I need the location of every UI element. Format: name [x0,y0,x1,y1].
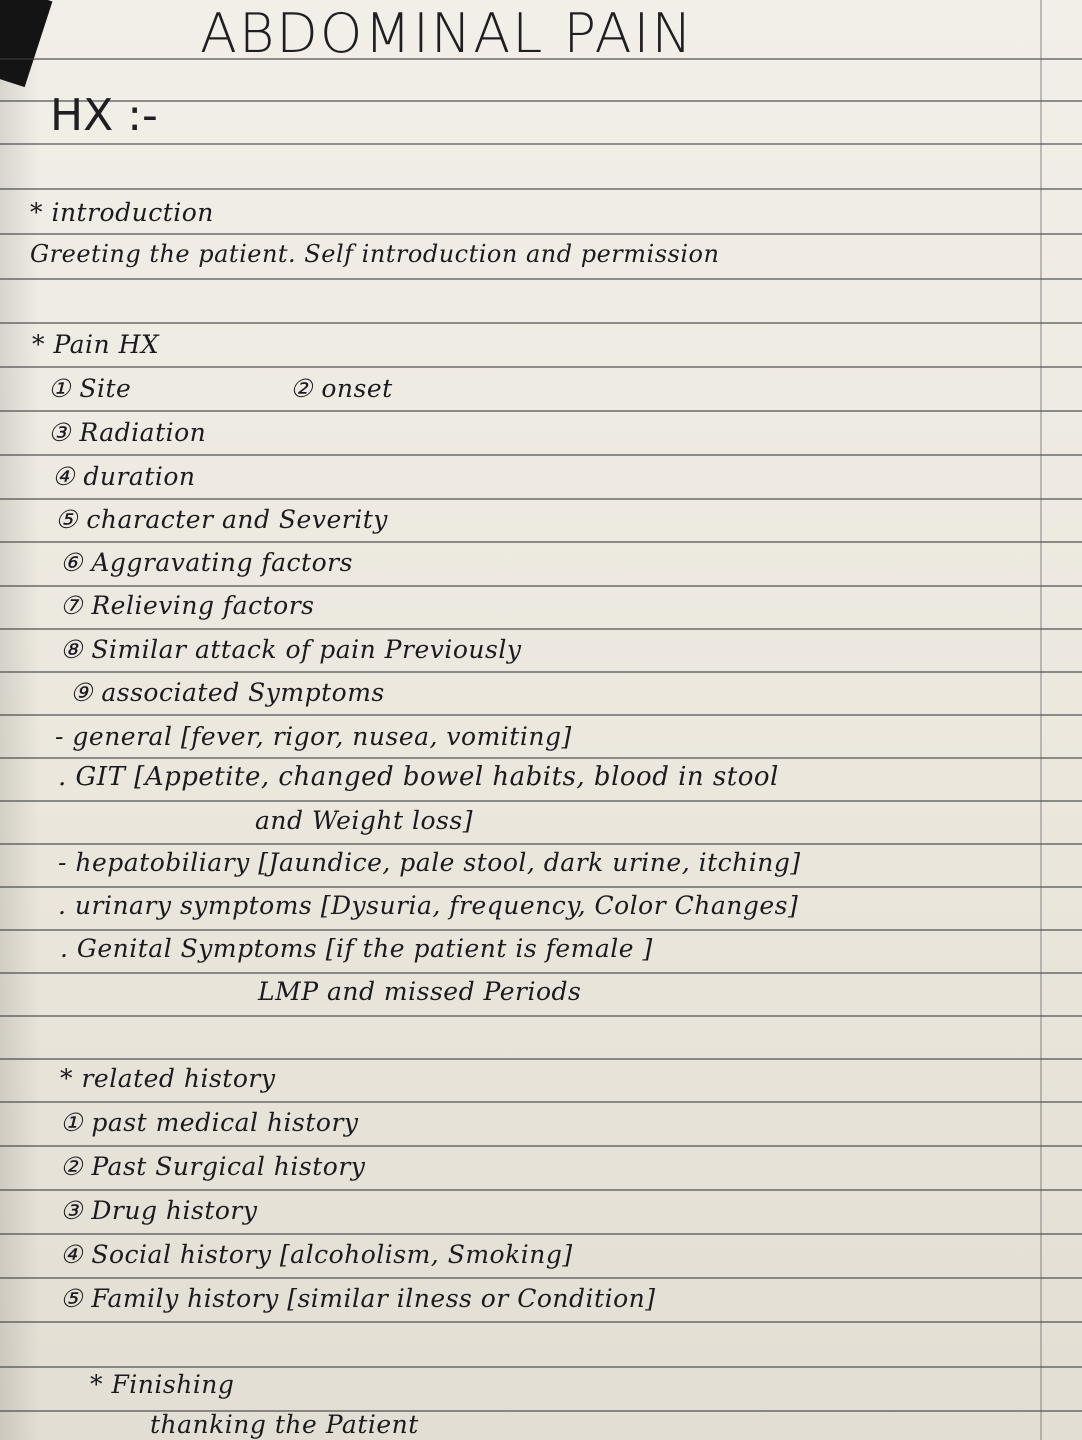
history-past-medical: ① past medical history [60,1108,359,1137]
history-social: ④ Social history [alcoholism, Smoking] [60,1240,573,1269]
pain-item-character: ⑤ character and Severity [55,505,388,534]
ruled-line [0,585,1082,587]
history-past-surgical: ② Past Surgical history [60,1152,366,1181]
ruled-line [0,1015,1082,1017]
ruled-line [0,1189,1082,1191]
ruled-line [0,886,1082,888]
pain-item-radiation: ③ Radiation [48,418,207,447]
pain-hx-heading: * Pain HX [32,330,160,359]
pain-item-onset: ② onset [290,374,393,403]
symptoms-genital: . Genital Symptoms [if the patient is female ] [60,934,653,963]
ruled-line [0,366,1082,368]
ruled-line [0,143,1082,145]
page-corner-shadow [0,0,52,87]
ruled-line [0,1145,1082,1147]
page-title: ABDOMINAL PAIN [200,2,694,65]
finishing-text: thanking the Patient [150,1410,419,1439]
ruled-line [0,1277,1082,1279]
ruled-line [0,671,1082,673]
finishing-heading: * Finishing [90,1370,235,1399]
symptoms-git: . GIT [Appetite, changed bowel habits, blood in stool [58,762,779,792]
symptoms-urinary: . urinary symptoms [Dysuria, frequency, Color Changes] [58,891,799,920]
ruled-line [0,100,1082,102]
ruled-line [0,714,1082,716]
ruled-line [0,541,1082,543]
symptoms-git-continued: and Weight loss] [255,806,473,835]
ruled-line [0,1058,1082,1060]
ruled-line [0,498,1082,500]
pain-item-similar-attack: ⑧ Similar attack of pain Previously [60,635,522,664]
ruled-line [0,800,1082,802]
pain-item-aggravating: ⑥ Aggravating factors [60,548,353,577]
ruled-line [0,233,1082,235]
history-family: ⑤ Family history [similar ilness or Condition] [60,1284,656,1313]
ruled-line [0,278,1082,280]
hx-heading: HX :- [50,90,158,141]
introduction-text: Greeting the patient. Self introduction and permission [30,240,720,268]
introduction-heading: * introduction [30,198,214,227]
ruled-line [0,628,1082,630]
symptoms-hepatobiliary: - hepatobiliary [Jaundice, pale stool, dark urine, itching] [58,848,801,877]
ruled-line [0,188,1082,190]
symptoms-genital-continued: LMP and missed Periods [258,977,582,1006]
symptoms-general: - general [fever, rigor, nusea, vomiting] [55,722,572,751]
ruled-line [0,1101,1082,1103]
pain-item-site: ① Site [48,374,132,403]
history-drug: ③ Drug history [60,1196,258,1225]
related-history-heading: * related history [60,1064,276,1093]
pain-item-relieving: ⑦ Relieving factors [60,591,315,620]
ruled-line [0,757,1082,759]
margin-line [1040,0,1042,1440]
ruled-line [0,1366,1082,1368]
ruled-line [0,410,1082,412]
ruled-line [0,322,1082,324]
pain-item-associated: ⑨ associated Symptoms [70,678,385,707]
ruled-line [0,843,1082,845]
ruled-line [0,1233,1082,1235]
ruled-line [0,929,1082,931]
ruled-line [0,972,1082,974]
ruled-line [0,1321,1082,1323]
pain-item-duration: ④ duration [52,462,196,491]
ruled-line [0,454,1082,456]
